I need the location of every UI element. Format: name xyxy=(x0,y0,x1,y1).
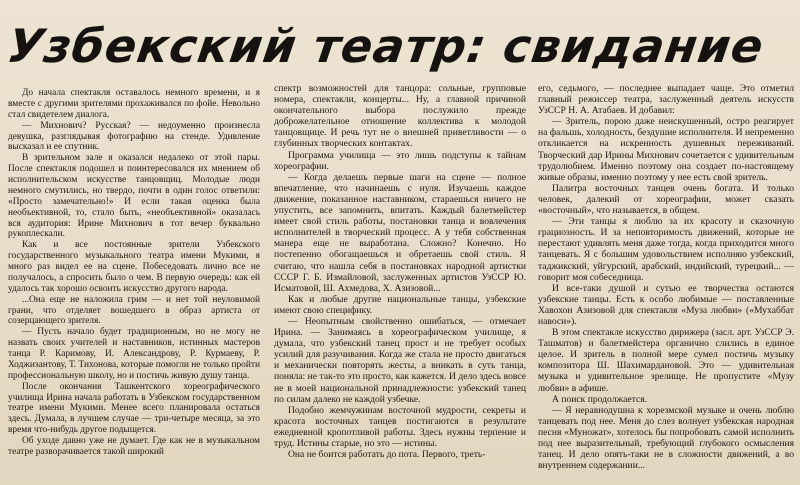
paragraph: В зрительном зале я оказался недалеко от этой пары. После спектакля подошел и поинтересовался их мнением об исполнительском искусстве танцовщиц. Молодые люди немного смутились, но твердо, почти в один голос ответили: «Просто замечательно!» И если такая оценка была необъективной, то, стало быть, «необъективной» оказалась вся аудитория: Ирине Михнович в тот вечер буквально рукоплескали. xyxy=(8,153,260,240)
column-2 xyxy=(274,83,526,460)
paragraph: — Когда делаешь первые шаги на сцене — полное впечатление, что начинаешь с нуля. Изучаешь каждое движение, показанное наставником, стараешься ничего не упустить, все запомнить, впитать. Каждый балетмейстер имеет свой стиль работы, постановки танца и вовлечения исполнителей в творческий процесс. А у тебя собственная манера еще не выработана. Сложно? Конечно. Но постепенно обогащаешься и обретаешь свой стиль. Я считаю, что нашла себя в постановках народной артистки СССР Г. Б. Измайловой, заслуженных артистов УзССР Ю. Исматовой, Ш. Ахмедова, Х. Азизовой... xyxy=(274,171,526,294)
paragraph: А поиск продолжается. xyxy=(552,393,648,405)
paragraph: — Зритель, порою даже неискушенный, остро реагирует на фальшь, холодность, бездушие исполнителя. И непременно откликается на искренность душевных переживаний. Творческий дар Ирины Михнович сочетается с удивительным трудолюбием. Именно поэтому она создает по-настоящему живые образы, именно поэтому у нее есть свой зритель. xyxy=(538,116,794,183)
paragraph: его, седьмого, — последнее выпадает чаще. Это отметил главный режиссер театра, заслуженный деятель искусств УзССР Н. А. Атабаев. И добавил: xyxy=(538,83,794,117)
paragraph: — Я неравнодушна к хорезмской музыке и очень люблю танцевать под нее. Меня до слез волнует узбекская народная песня «Муножат», хотелось бы попробовать самой исполнить под нее выразительный, требующий глубокого осмысления танец. И дело опять-таки не в сложности движений, а во внутреннем содержании... xyxy=(538,404,794,472)
paragraph: Об уходе давно уже не думает. Где как не в музыкальном театре разворачивается такой широкий xyxy=(8,436,260,457)
paragraph: — Неопытным свойственно ошибаться, — отмечает Ирина. — Занимаясь в хореографическом училище, я думала, что узбекский танец прост и не требует особых усилий для разучивания. Когда же стала не просто двигаться и механически повторять жесты, а вникать в суть танца, поняла: не так-то это просто, как кажется. И дело здесь вовсе не в моей национальной принадлежности: узбекский танец по силам далеко не каждой узбечке. xyxy=(274,315,526,405)
paragraph: — Пусть начало будет традиционным, но не могу не назвать своих учителей и наставников, истинных мастеров танца Р. Каримову, И. Александрову, Р. Курмаеву, Р. Ходжизантову, Т. Тихонова, которые помогли не только пройти профессиональную школу, но и постичь живую душу танца. xyxy=(8,327,260,381)
paragraph: Подобно жемчужинам восточной мудрости, секреты и красота восточных танцев постигаются в результате ежедневной кропотливой работы. Здесь нужны терпение и труд. Истины старые, но это — истины. xyxy=(274,404,526,449)
paragraph: Палитра восточных танцев очень богата. И только человек, далекий от хореографии, может сказать «восточный», что называется, в общем. xyxy=(538,182,794,217)
column-1 xyxy=(8,88,260,458)
paragraph: До начала спектакля оставалось немного времени, и я вместе с другими зрителями прохаживался по фойе. Невольно стал свидетелем диалога. xyxy=(8,88,260,120)
paragraph: Она не боится работать до пота. Первого, треть- xyxy=(288,449,486,461)
article-headline: Узбекский театр: свидание xyxy=(4,19,768,73)
paragraph: Как и все постоянные зрители Узбекского государственного музыкального театра имени Мукими, я много раз видел ее на сцене. Побеседовать лично все не получалось, а спросить было о чем. В первую очередь: как ей удалось так хорошо освоить искусство другого народа. xyxy=(8,240,260,294)
paragraph: В этом спектакле искусство дирижера (засл. арт. УзССР Э. Ташматов) и балетмейстера органично слились в единое целое. И зритель в полной мере сумел постичь музыку композитора Ш. Шахимардановой. Это — удивительная музыка и удивительное зрелище. Не пропустите «Музу любви» в афише. xyxy=(538,327,794,394)
paragraph: Программа училища — это лишь подступы к тайнам хореографии. xyxy=(274,149,526,172)
paragraph: ...Она еще не наложила грим — и нет той неуловимой грани, что отделяет вошедшего в образ артиста от созерцающего зрителя. xyxy=(8,294,260,327)
column-3 xyxy=(538,83,794,471)
paragraph: Как и любые другие национальные танцы, узбекские имеют свою специфику. xyxy=(274,293,526,316)
paragraph: — Михнович? Русская? — недоуменно произнесла девушка, разглядывая фотографию на стенде. Удивление высказал и ее спутник. xyxy=(8,120,260,153)
paragraph: — Эти танцы я люблю за их красоту и сказочную грациозность. И за неповторимость движений, которые не перестают удивлять меня даже тогда, когда приходится много танцевать. Я с большим удовольствием исполняю узбекский, таджикский, уйгурский, арабский, индийский, турецкий... — говорит моя собеседница. xyxy=(538,216,794,283)
paragraph: И все-таки душой и сутью ее творчества остаются узбекские танцы. Есть к особо любимые — поставленные Хавохон Азизовой для спектакля «Муза любви» («Мухаббат навоси»). xyxy=(538,282,794,327)
paragraph: спектр возможностей для танцора: сольные, групповые номера, спектакли, концерты... Ну, а главной причиной окончательного выбора послужило прежде доброжелательное отношение коллектива к молодой танцовщице. И речь тут не о внешней приветливости — о глубинных творческих контактах. xyxy=(274,83,526,150)
paragraph: После окончания Ташкентского хореографического училища Ирина начала работать в Узбекском государственном театре имени Мукими. Менее всего планировала остаться здесь. Думала, в лучшем случае — три-четыре месяца, за это время что-нибудь другое подыщется. xyxy=(8,381,260,436)
